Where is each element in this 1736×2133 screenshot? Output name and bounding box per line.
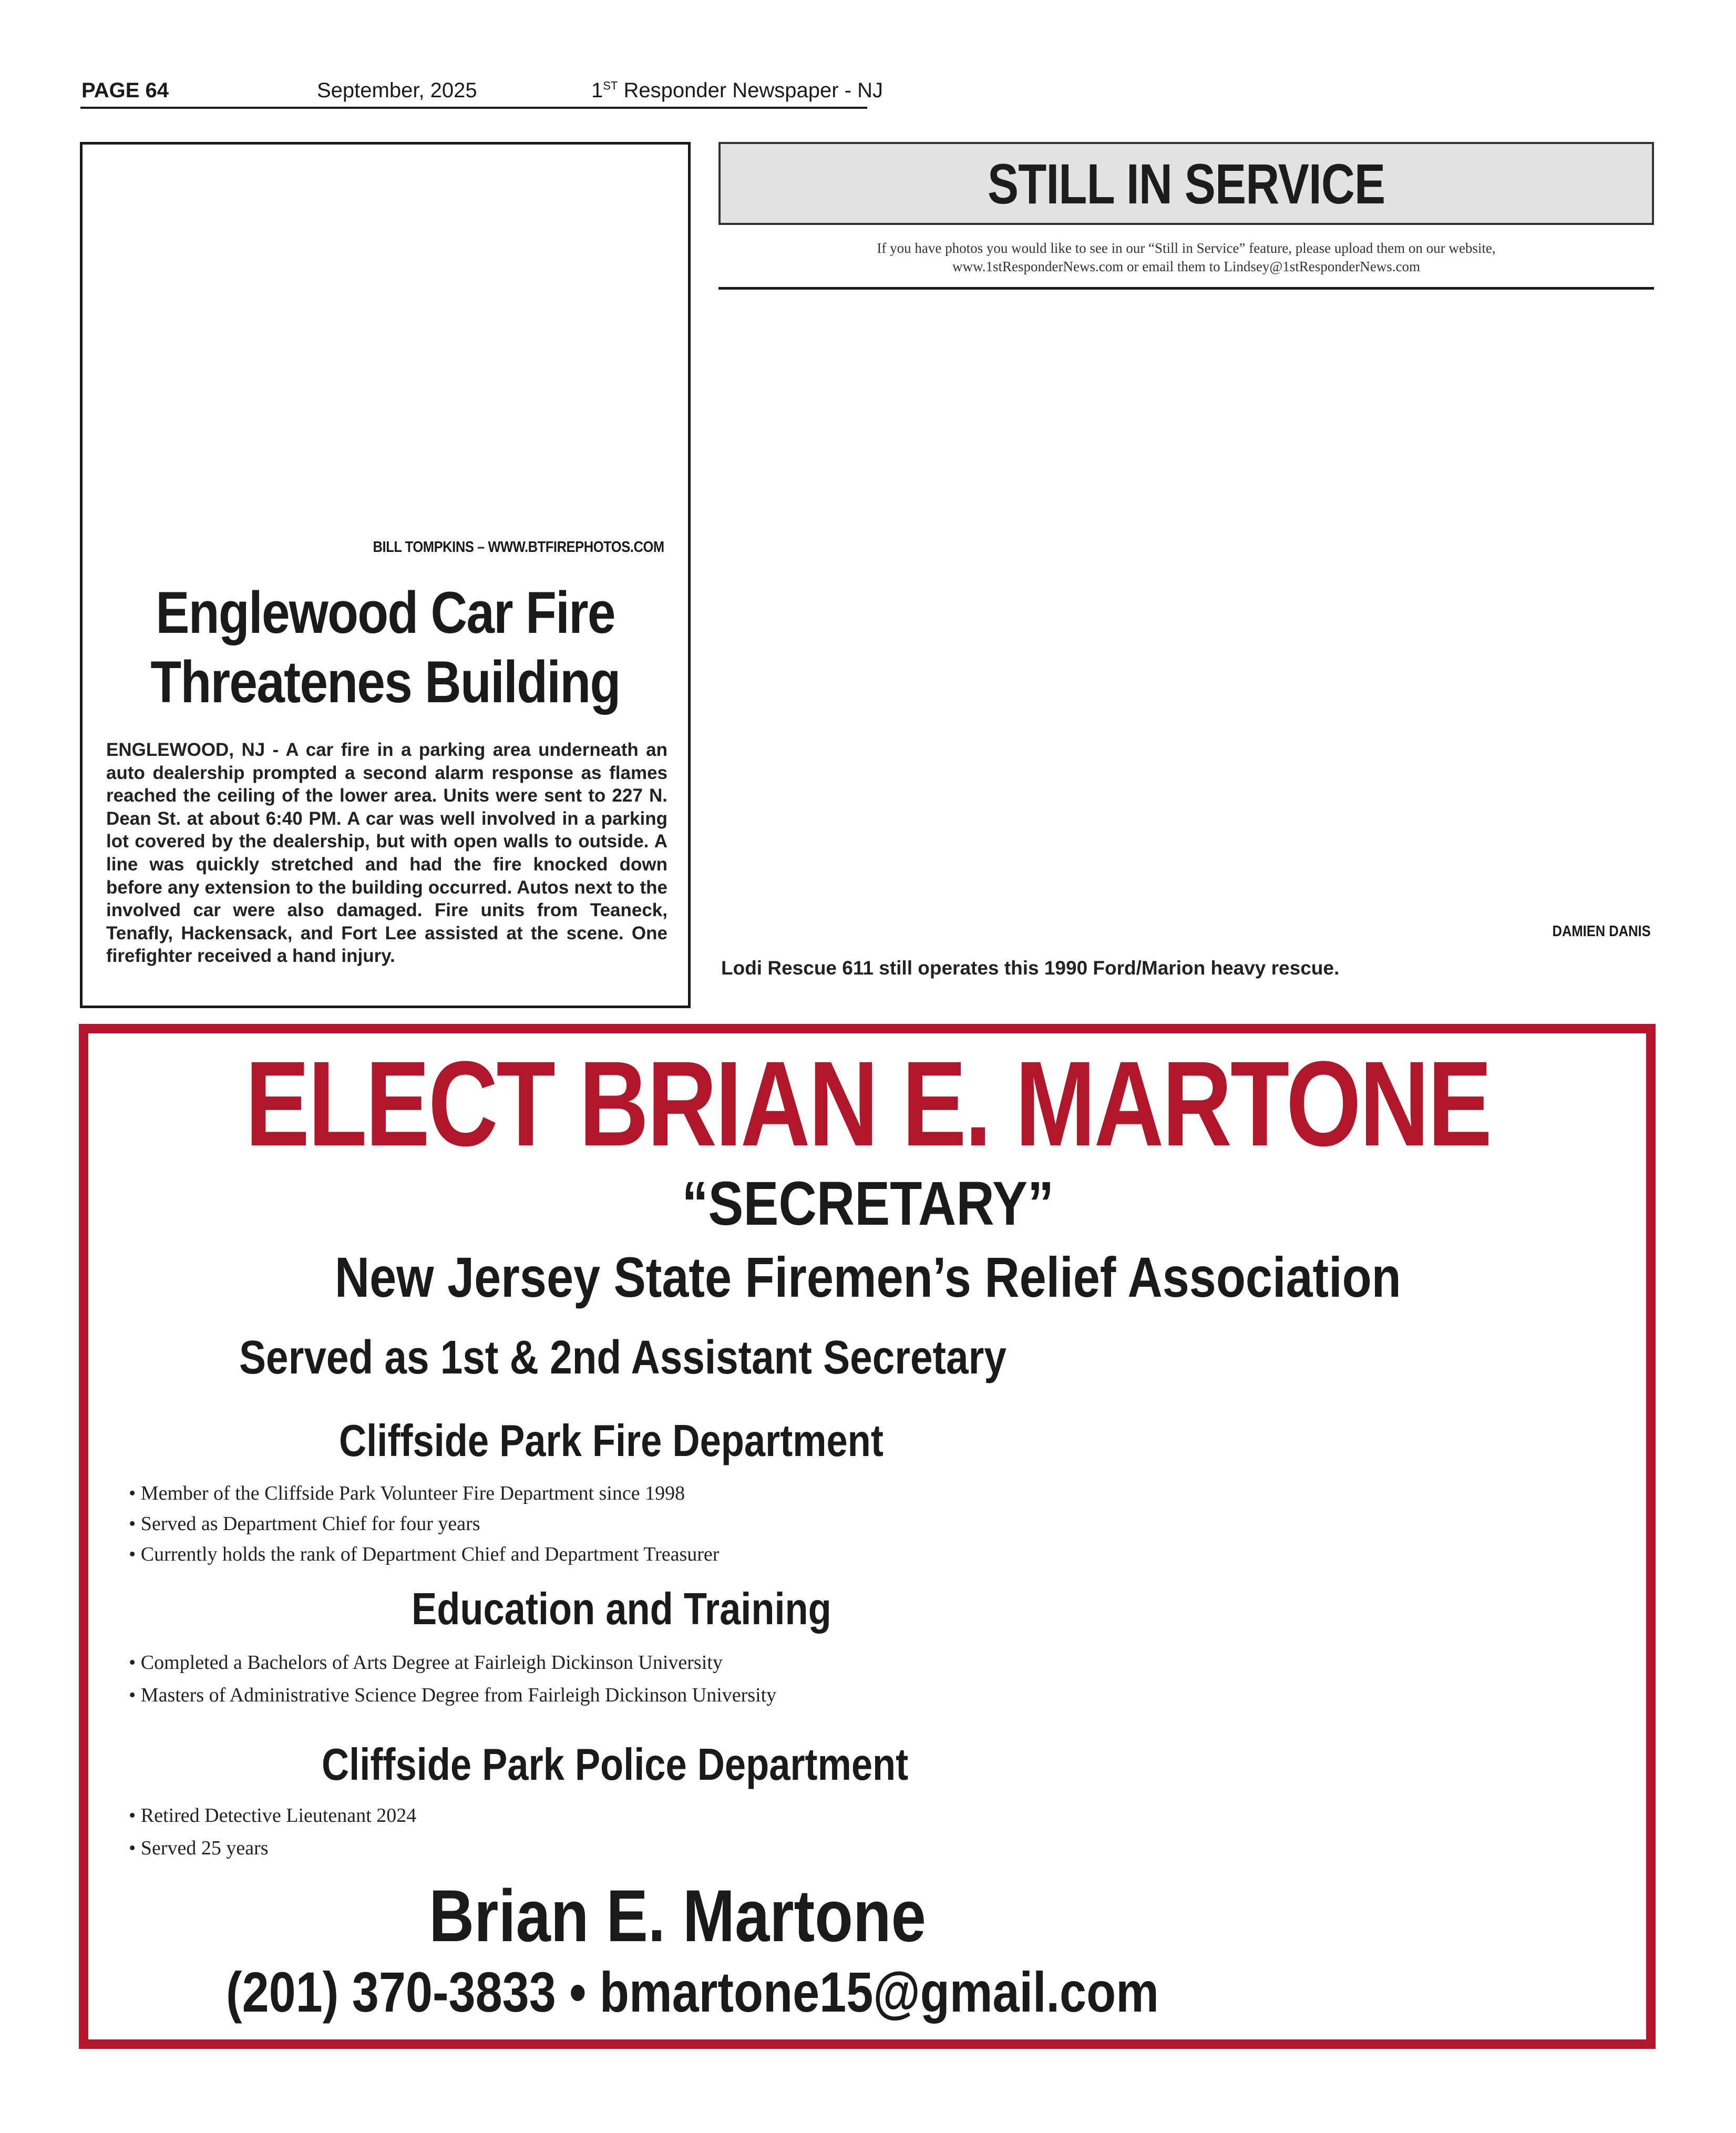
ad-section-fire-list <box>129 1478 719 1570</box>
ad-candidate-name: Brian E. Martone <box>429 1874 926 1957</box>
ad-section-police-title: Cliffside Park Police Department <box>322 1740 909 1790</box>
ad-bullet: • Masters of Administrative Science Degree from Fairleigh Dickinson University <box>129 1684 777 1706</box>
ad-position: “SECRETARY” <box>682 1169 1054 1238</box>
story-box <box>80 142 691 1008</box>
still-in-service-banner <box>718 142 1654 225</box>
issue-date: September, 2025 <box>317 79 477 102</box>
ad-bullet: • Currently holds the rank of Department Chief and Department Treasurer <box>129 1543 720 1565</box>
page-number: PAGE 64 <box>81 79 169 102</box>
still-in-service-title: STILL IN SERVICE <box>987 151 1385 216</box>
still-in-service-caption: Lodi Rescue 611 still operates this 1990 Ford/Marion heavy rescue. <box>721 957 1340 979</box>
header-rule <box>80 107 867 109</box>
story-headline-line1: Englewood Car Fire <box>156 580 615 645</box>
ad-association: New Jersey State Firemen’s Relief Association <box>334 1245 1401 1309</box>
story-headline-line2: Threatenes Building <box>150 649 620 715</box>
ad-bullet: • Completed a Bachelors of Arts Degree at Fairleigh Dickinson University <box>129 1652 723 1674</box>
story-body: ENGLEWOOD, NJ - A car fire in a parking area underneath an auto dealership prompted a second alarm response as flames reached the ceiling of the lower area. Units were sent to 227 N. Dean St. at about 6:40 PM. A car was well involved in a parking lot covered by the dealership, but with open walls to outside. A line was quickly stretched and had the fire knocked down before any extension to the building occurred. Autos next to the involved car were also damaged. Fire units from Teaneck, Tenafly, Hackensack, and Fort Lee assisted at the scene. One firefighter received a hand injury. <box>106 740 667 967</box>
publication-name <box>591 79 883 102</box>
ad-section-police-list <box>129 1799 416 1864</box>
ad-bullet: • Member of the Cliffside Park Volunteer Fire Department since 1998 <box>129 1482 685 1504</box>
publication-prefix: 1 <box>591 79 603 102</box>
ad-served: Served as 1st & 2nd Assistant Secretary <box>239 1331 1006 1384</box>
ad-bullet: • Retired Detective Lieutenant 2024 <box>129 1804 417 1827</box>
ad-section-fire-title: Cliffside Park Fire Department <box>339 1416 884 1466</box>
ad-section-education-list <box>129 1646 776 1711</box>
still-in-service-note <box>718 239 1654 276</box>
still-in-service-note-line2: www.1stResponderNews.com or email them to Lindsey@1stResponderNews.com <box>952 259 1420 274</box>
ad-bullet: • Served as Department Chief for four years <box>129 1513 480 1535</box>
still-in-service-note-line1: If you have photos you would like to see in our “Still in Service” feature, please upload them on our website, <box>877 240 1496 256</box>
ad-elect-headline: ELECT BRIAN E. MARTONE <box>245 1036 1491 1171</box>
still-in-service-rule <box>718 287 1654 290</box>
story-photo-credit: BILL TOMPKINS – WWW.BTFIREPHOTOS.COM <box>373 539 664 556</box>
ad-section-education-title: Education and Training <box>412 1584 831 1634</box>
ad-contact: (201) 370-3833 • bmartone15@gmail.com <box>226 1960 1159 2024</box>
publication-superscript: ST <box>603 79 618 93</box>
ad-bullet: • Served 25 years <box>129 1837 269 1859</box>
still-in-service-photo-credit: DAMIEN DANIS <box>1552 923 1651 940</box>
publication-rest: Responder Newspaper - NJ <box>618 79 884 102</box>
story-headline <box>125 578 646 717</box>
